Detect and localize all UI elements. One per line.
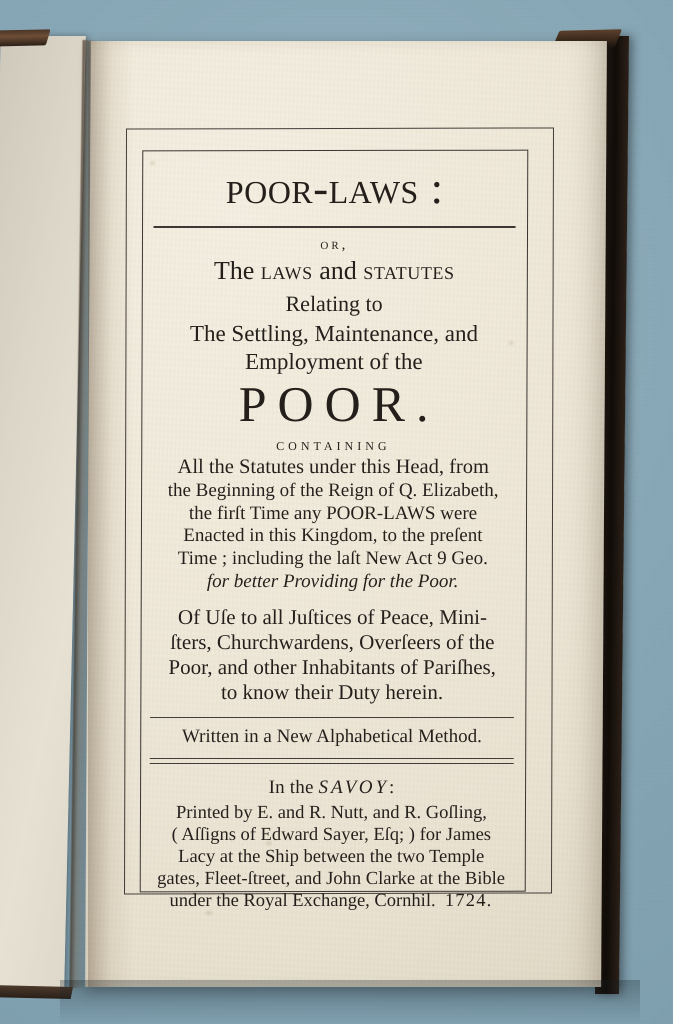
or-label: or, [320,236,349,253]
imprint-place-name: SAVOY [318,776,390,798]
description-line: Time ; including the laſt New Act 9 Geo. [177,548,488,570]
imprint-line: gates, Fleet-ſtreet, and John Clarke at the Bible [157,869,506,890]
description-line: the firſt Time any POOR-LAWS were [188,502,478,524]
imprint-line: under the Royal Exchange, Cornhil. [169,891,436,912]
book-cover-bottom-edge-left [0,985,73,999]
imprint-place-suffix: : [389,776,395,798]
imprint-place-prefix: In the [268,776,319,798]
description-line: the Beginning of the Reign of Q. Elizabeth, [167,479,499,501]
main-title: poor-laws : [225,163,444,213]
display-word-poor: POOR. [238,375,440,432]
subtitle-laws-and-statutes [149,256,519,286]
subtitle-and: and [312,255,364,285]
subtitle-settling-maintenance: The Settling, Maintenance, and [189,320,479,346]
audience-line: ſters, Churchwardens, Overſeers of the [170,630,495,655]
containing-label: containing [276,434,391,454]
description-line: for better Providing for the Poor. [206,571,459,593]
imprint-line: Printed by E. and R. Nutt, and R. Goſling, [175,802,487,823]
imprint-line-with-year [146,890,516,912]
method-note: Written in a New Alphabetical Method. [181,725,482,747]
audience-line: Of Uſe to all Juſtices of Peace, Mini- [177,604,488,629]
imprint-line: ( Aſſigns of Edward Sayer, Eſq; ) for James [171,824,492,845]
imprint-paragraph [146,802,517,913]
description-line: All the Statutes under this Head, from [177,455,490,478]
description-line: Enacted in this Kingdom, to the preſent [183,525,483,547]
subtitle-relating-to: Relating to [285,290,383,316]
subtitle-the: The [213,255,261,285]
publication-year: 1724. [444,891,493,912]
book-cover-top-edge-left [0,29,51,46]
imprint-place [147,777,517,799]
subtitle-employment-of-the: Employment of the [244,348,423,374]
horizontal-rule-below-method-lower [150,763,514,764]
audience-line: to know their Duty herein. [220,680,444,705]
subtitle-statutes: statutes [363,255,455,285]
audience-paragraph [147,605,518,706]
horizontal-rule-under-title [154,226,516,228]
subtitle-laws: laws [260,255,313,285]
title-page-text-block [146,152,520,912]
horizontal-rule-above-method [150,717,514,718]
horizontal-rule-below-method-upper [150,758,514,759]
audience-line: Poor, and other Inhabitants of Pariſhes, [168,655,497,680]
imprint-line: Lacy at the Ship between the two Temple [178,846,485,867]
description-paragraph [148,456,519,594]
